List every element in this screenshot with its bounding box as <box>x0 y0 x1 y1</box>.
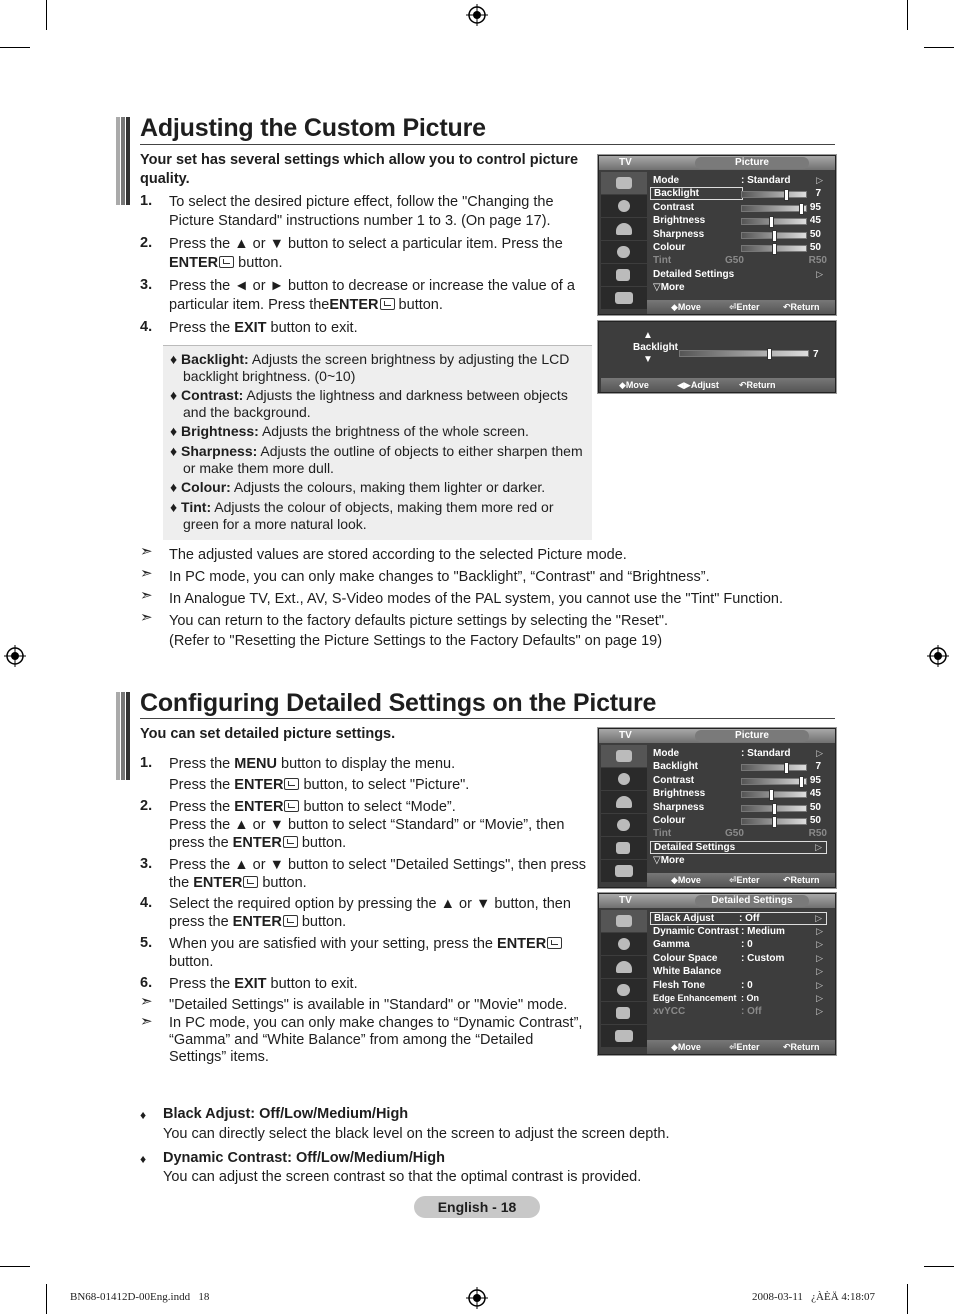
step-number: 3. <box>140 856 153 872</box>
osd-slider-thumb[interactable] <box>772 230 777 242</box>
osd-slider[interactable] <box>741 778 807 785</box>
osd-row-dynamic-contrast[interactable]: Dynamic Contrast : Medium ▷ <box>653 926 823 937</box>
section-bar <box>116 117 132 205</box>
application-icon <box>601 860 647 882</box>
step-text: Press the ENTER button to select “Mode”. Press the ▲ or ▼ button to select “Standard” or “Movie”, then press the ENTER button. <box>169 799 565 851</box>
note-text: (Refer to "Resetting the Picture Settings to the Factory Defaults" on page 19) <box>169 633 663 649</box>
step-number: 4. <box>140 319 153 335</box>
crop-mark <box>46 0 47 30</box>
definition-item: ♦ Contrast: Adjusts the lightness and darkness between objects and the background. <box>170 387 568 420</box>
crop-mark <box>0 47 30 48</box>
osd-row-contrast[interactable]: Contrast 95 <box>653 774 821 786</box>
osd-row-detailed[interactable]: Detailed Settings ▷ <box>653 268 823 280</box>
osd-row-contrast[interactable]: Contrast 95 <box>653 201 821 213</box>
osd-slider[interactable] <box>741 764 807 771</box>
osd-row-colour[interactable]: Colour 50 <box>653 241 821 253</box>
osd-slider[interactable] <box>741 191 807 198</box>
osd-row-mode[interactable]: Mode : Standard ▷ <box>653 175 823 186</box>
note-text: You can return to the factory defaults picture settings by selecting the "Reset". <box>169 613 669 629</box>
osd-slider[interactable] <box>741 791 807 798</box>
osd-row-tint: Tint G50 R50 <box>653 255 827 267</box>
definition-item: ♦ Sharpness: Adjusts the outline of objects to either sharpen them or make them more dull. <box>170 443 583 476</box>
osd-slider-thumb[interactable] <box>772 816 777 828</box>
note-text: "Detailed Settings" is available in "Standard" or "Movie" mode. <box>169 997 568 1013</box>
step-number: 5. <box>140 935 153 951</box>
tv-icon <box>601 745 647 767</box>
osd-sidebar <box>601 745 647 883</box>
definition-item: ♦ Colour: Adjusts the colours, making them lighter or darker. <box>170 479 546 495</box>
channel-icon <box>601 791 647 813</box>
crop-mark <box>907 1284 908 1314</box>
osd-tv-label: TV <box>619 157 632 168</box>
definition-item: ♦ Tint: Adjusts the colour of objects, making them more red or green for a more natural look. <box>170 499 554 532</box>
osd-row-colour[interactable]: Colour 50 <box>653 814 821 826</box>
osd-menu-title: Picture <box>695 157 809 169</box>
arrow-note-icon: ➣ <box>140 543 153 560</box>
title-rule <box>140 718 835 719</box>
osd-slider-thumb[interactable] <box>767 348 772 360</box>
enter-icon <box>380 298 395 310</box>
step-text: Press the MENU button to display the menu. Press the ENTER button, to select "Picture". <box>169 756 470 793</box>
osd-sidebar <box>601 910 647 1048</box>
osd-slider-thumb[interactable] <box>784 189 789 201</box>
osd-detailed-settings <box>598 893 836 1055</box>
crosshair-reg-icon <box>927 645 949 667</box>
osd-row-more: ▽More <box>653 854 685 866</box>
section-bar <box>116 692 132 780</box>
return-icon: ↶ Return <box>783 875 820 885</box>
tv-icon <box>601 172 647 194</box>
osd-row-tint: Tint G50 R50 <box>653 828 827 840</box>
move-icon: ◆ Move <box>671 875 701 885</box>
enter-icon <box>547 937 562 949</box>
arrow-note-icon: ➣ <box>140 1013 153 1030</box>
osd-tv-label: TV <box>619 730 632 741</box>
bullet-title: Black Adjust: Off/Low/Medium/High <box>163 1106 409 1122</box>
osd-footer <box>601 378 835 392</box>
osd-row-black-adjust[interactable]: Black Adjust : Off ▷ <box>650 912 827 925</box>
note-text: In PC mode, you can only make changes to "Backlight”, “Contrast" and “Brightness”. <box>169 569 710 585</box>
move-icon: ◆ Move <box>619 380 649 390</box>
sound-icon <box>601 195 647 217</box>
input-icon <box>601 264 647 286</box>
diamond-bullet-icon: ♦ <box>140 1152 147 1166</box>
return-icon: ↶ Return <box>783 302 820 312</box>
sound-icon <box>601 768 647 790</box>
crop-mark <box>907 0 908 30</box>
crosshair-reg-icon <box>4 645 26 667</box>
arrow-note-icon: ➣ <box>140 587 153 604</box>
definition-item: ♦ Backlight: Adjusts the screen brightness by adjusting the LCD backlight brightness. (0~10) <box>170 351 570 384</box>
note-text: In PC mode, you can only make changes to “Dynamic Contrast”, “Gamma” and “White Balance” from among the “Detailed Settings” items. <box>169 1015 583 1065</box>
osd-footer <box>647 300 835 314</box>
osd-footer <box>647 873 835 887</box>
enter-icon <box>283 915 298 927</box>
step-text: Press the ▲ or ▼ button to select a particular item. Press the ENTER button. <box>169 236 563 271</box>
enter-icon: ⏎ Enter <box>729 302 760 312</box>
bullet-title: Dynamic Contrast: Off/Low/Medium/High <box>163 1150 445 1166</box>
section-intro: You can set detailed picture settings. <box>140 726 396 742</box>
crosshair-reg-icon <box>466 4 488 26</box>
crop-mark <box>0 1266 30 1267</box>
osd-row-detailed[interactable]: Detailed Settings ▷ <box>650 841 827 854</box>
arrow-note-icon: ➣ <box>140 993 153 1010</box>
osd-slider-thumb[interactable] <box>772 243 777 255</box>
osd-row-backlight[interactable]: Backlight <box>650 187 743 200</box>
crosshair-reg-icon <box>466 1287 488 1309</box>
enter-icon: ⏎ Enter <box>729 875 760 885</box>
osd-row-flesh-tone[interactable]: Flesh Tone : 0 ▷ <box>653 979 823 991</box>
osd-row-more: ▽More <box>653 282 685 294</box>
osd-slider[interactable] <box>741 232 807 239</box>
section-title: Configuring Detailed Settings on the Picture <box>140 689 657 717</box>
setup-icon <box>601 979 647 1001</box>
crop-mark <box>46 1284 47 1314</box>
print-stamp: 2008-03-11 ¿ÀÈÄ 4:18:07 <box>752 1291 876 1303</box>
osd-row-brightness[interactable]: Brightness 45 <box>653 215 821 227</box>
page-number: English - 18 <box>414 1196 540 1218</box>
step-number: 2. <box>140 235 153 251</box>
step-number: 3. <box>140 277 153 293</box>
arrow-note-icon: ➣ <box>140 609 153 626</box>
osd-slider-thumb[interactable] <box>784 762 789 774</box>
osd-row-sharpness[interactable]: Sharpness 50 <box>653 801 821 813</box>
section-title: Adjusting the Custom Picture <box>140 114 486 142</box>
step-text: Press the EXIT button to exit. <box>169 976 358 992</box>
crop-mark <box>924 1266 954 1267</box>
channel-icon <box>601 218 647 240</box>
osd-slider-thumb[interactable] <box>772 803 777 815</box>
osd-slider[interactable] <box>741 818 807 825</box>
osd-picture-menu <box>598 728 836 888</box>
move-icon: ◆ Move <box>671 302 701 312</box>
osd-sidebar <box>601 172 647 310</box>
sound-icon <box>601 933 647 955</box>
osd-slider[interactable] <box>741 805 807 812</box>
osd-row-gamma[interactable]: Gamma : 0 ▷ <box>653 939 823 951</box>
definition-item: ♦ Brightness: Adjusts the brightness of the whole screen. <box>170 423 529 439</box>
step-text: When you are satisfied with your setting, press the ENTER button. <box>169 935 562 971</box>
diamond-bullet-icon: ♦ <box>140 1108 147 1122</box>
enter-icon <box>284 800 299 812</box>
note-text: The adjusted values are stored according to the selected Picture mode. <box>169 547 627 563</box>
step-text: Press the ▲ or ▼ button to select "Detailed Settings", then press the ENTER button. <box>169 857 587 891</box>
arrow-note-icon: ➣ <box>140 565 153 582</box>
osd-backlight-adjust <box>598 321 836 393</box>
osd-row-edge-enhancement[interactable]: Edge Enhancement : On ▷ <box>653 992 823 1003</box>
input-icon <box>601 1002 647 1024</box>
step-text: Press the EXIT button to exit. <box>169 320 358 336</box>
file-name: BN68-01412D-00Eng.indd 18 <box>70 1291 210 1303</box>
osd-row-brightness[interactable]: Brightness 45 <box>653 788 821 800</box>
osd-slider[interactable] <box>741 218 807 225</box>
bullet-text: You can adjust the screen contrast so that the optimal contrast is provided. <box>163 1169 642 1185</box>
osd-row-backlight[interactable]: Backlight 7 <box>653 761 821 773</box>
osd-backlight-value: 7 <box>813 349 819 360</box>
osd-row-xvycc: xvYCC : Off ▷ <box>653 1006 823 1018</box>
application-icon <box>601 287 647 309</box>
step-text: Select the required option by pressing the ▲ or ▼ button, then press the ENTER button. <box>169 896 571 930</box>
enter-icon <box>219 256 234 268</box>
application-icon <box>601 1025 647 1047</box>
osd-tv-label: TV <box>619 895 632 906</box>
enter-icon <box>243 876 258 888</box>
step-text: Press the ◄ or ► button to decrease or increase the value of a particular item. Press theENTER button. <box>169 278 575 313</box>
enter-icon <box>283 836 298 848</box>
osd-menu-title: Detailed Settings <box>695 895 809 907</box>
osd-row[interactable]: 7 <box>653 187 827 200</box>
adjust-icon: ◀▶ Adjust <box>677 380 719 390</box>
osd-backlight-label: ▲ Backlight ▼ <box>633 330 679 365</box>
osd-slider-thumb[interactable] <box>799 203 804 215</box>
step-number: 2. <box>140 798 153 814</box>
osd-slider[interactable] <box>741 205 807 212</box>
step-number: 6. <box>140 975 153 991</box>
move-icon: ◆ Move <box>671 1042 701 1052</box>
channel-icon <box>601 956 647 978</box>
enter-icon <box>284 778 299 790</box>
setup-icon <box>601 814 647 836</box>
note-text: In Analogue TV, Ext., AV, S-Video modes of the PAL system, you cannot use the "Tint" Function. <box>169 591 784 607</box>
osd-menu-title: Picture <box>695 730 809 742</box>
return-icon: ↶ Return <box>783 1042 820 1052</box>
step-text: To select the desired picture effect, follow the "Changing the Picture Standard" instructions number 1 to 3. (On page 17). <box>169 194 554 229</box>
return-icon: ↶ Return <box>739 380 776 390</box>
osd-row-mode[interactable]: Mode : Standard ▷ <box>653 748 823 759</box>
osd-slider-thumb[interactable] <box>769 789 774 801</box>
input-icon <box>601 837 647 859</box>
crop-mark <box>924 47 954 48</box>
osd-row-sharpness[interactable]: Sharpness 50 <box>653 228 821 240</box>
title-rule <box>140 144 835 145</box>
bullet-text: You can directly select the black level on the screen to adjust the screen depth. <box>163 1126 670 1142</box>
osd-backlight-slider[interactable] <box>679 350 809 357</box>
osd-footer <box>647 1040 835 1054</box>
enter-icon: ⏎ Enter <box>729 1042 760 1052</box>
osd-row-colour-space[interactable]: Colour Space : Custom ▷ <box>653 952 823 964</box>
step-number: 4. <box>140 895 153 911</box>
osd-picture-menu <box>598 155 836 315</box>
setup-icon <box>601 241 647 263</box>
tv-icon <box>601 910 647 932</box>
step-number: 1. <box>140 755 153 771</box>
osd-slider[interactable] <box>741 245 807 252</box>
step-number: 1. <box>140 193 153 209</box>
osd-slider-thumb[interactable] <box>769 216 774 228</box>
osd-slider-thumb[interactable] <box>799 776 804 788</box>
section-intro: Your set has several settings which allow you to control picture quality. <box>140 152 579 187</box>
osd-row-white-balance[interactable]: White Balance ▷ <box>653 966 823 978</box>
